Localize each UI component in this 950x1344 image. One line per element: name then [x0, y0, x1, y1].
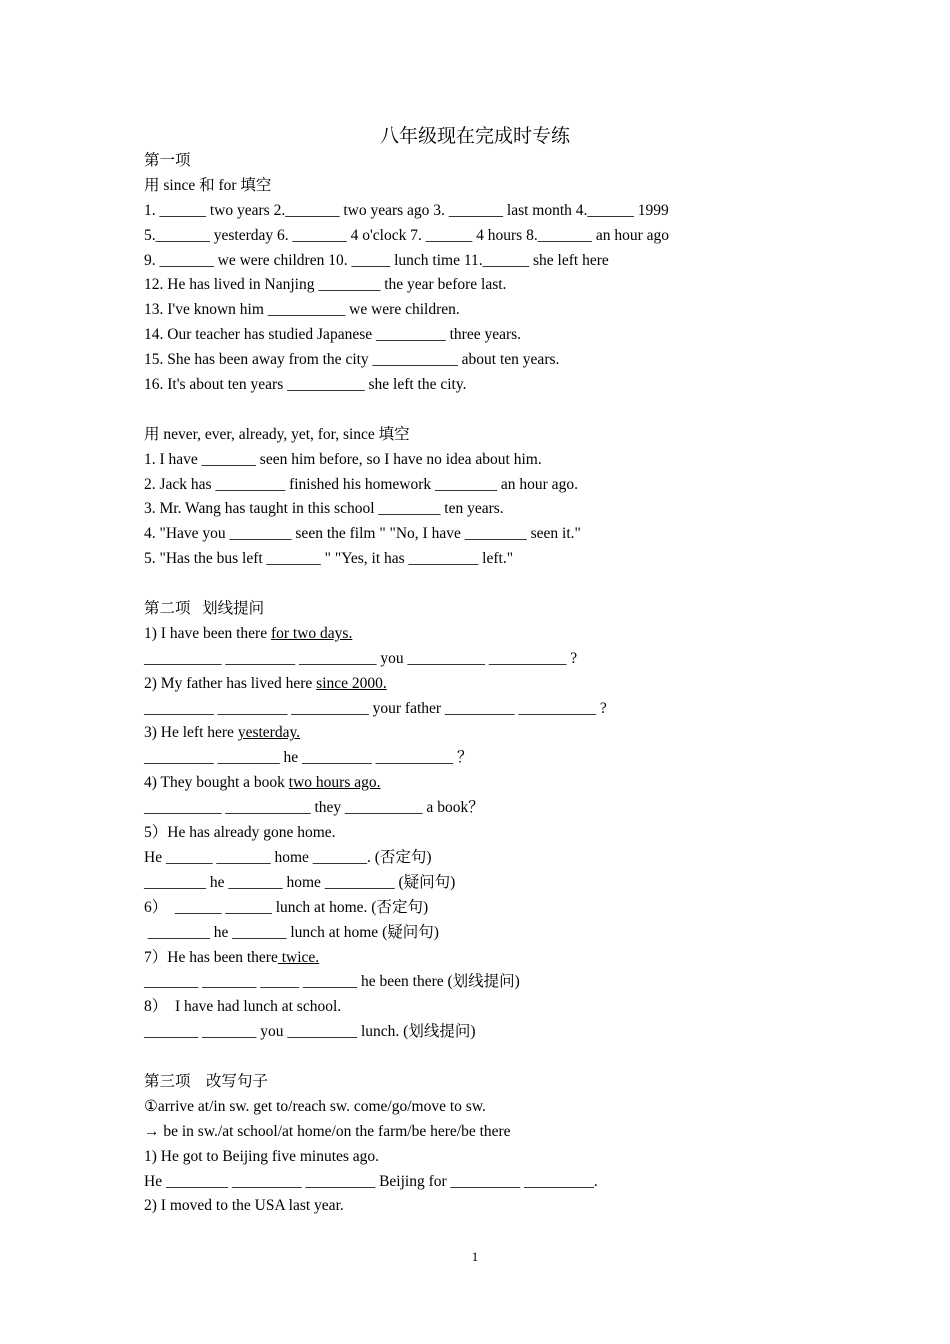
underlined-phrase: yesterday. — [237, 724, 301, 742]
answer-line: _______ _______ you _________ lunch. (划线提问) — [144, 1023, 476, 1041]
answer-line: ________ he _______ lunch at home (疑问句) — [144, 923, 439, 941]
exercise-line: 5._______ yesterday 6. _______ 4 o'clock 7. ______ 4 hours 8._______ an hour ago — [144, 226, 669, 244]
exercise-line: 1) He got to Beijing five minutes ago. — [144, 1147, 380, 1165]
question-text: 2) My father has lived here — [144, 674, 317, 692]
exercise-line: 4. "Have you ________ seen the film " "No, I have ________ seen it." — [144, 525, 581, 543]
exercise-line: 12. He has lived in Nanjing ________ the year before last. — [144, 276, 507, 294]
question-line — [144, 672, 844, 697]
note-line: → be in sw./at school/at home/on the farm/be here/be there — [144, 1122, 511, 1140]
note-line: ①arrive at/in sw. get to/reach sw. come/go/move to sw. — [144, 1097, 486, 1115]
exercise-line: 5. "Has the bus left _______ " "Yes, it has _________ left." — [144, 550, 514, 568]
answer-line: __________ _________ __________ you __________ __________ ? — [144, 649, 578, 667]
underlined-phrase: twice. — [277, 948, 320, 966]
underlined-phrase: since 2000. — [316, 674, 387, 692]
question-text: 7）He has been there — [144, 948, 278, 966]
spacer — [144, 572, 844, 597]
answer-line: He ______ _______ home _______. (否定句) — [144, 848, 432, 866]
page-title: 八年级现在完成时专练 — [379, 126, 570, 147]
exercise-line: 16. It's about ten years __________ she left the city. — [144, 376, 467, 394]
exercise-line: 14. Our teacher has studied Japanese _________ three years. — [144, 326, 522, 344]
question-line — [144, 771, 844, 796]
answer-line: ________ he _______ home _________ (疑问句) — [144, 873, 456, 891]
section1-part-a-instruction: 用 since 和 for 填空 — [144, 176, 272, 194]
answer-line: __________ ___________ they __________ a book？ — [144, 799, 484, 817]
exercise-line: 13. I've known him __________ we were children. — [144, 301, 460, 319]
question-text: 4) They bought a book — [144, 774, 289, 792]
question-text: 3) He left here — [144, 724, 238, 742]
exercise-line: 2. Jack has _________ finished his homework ________ an hour ago. — [144, 475, 578, 493]
question-line: 5）He has already gone home. — [144, 824, 336, 842]
question-line: 6） ______ ______ lunch at home. (否定句) — [144, 898, 429, 916]
document-body — [144, 149, 844, 1219]
question-line — [144, 721, 844, 746]
underlined-phrase: two hours ago. — [288, 774, 381, 792]
exercise-line: 15. She has been away from the city ___________ about ten years. — [144, 351, 560, 369]
exercise-line: 2) I moved to the USA last year. — [144, 1197, 344, 1215]
question-line — [144, 946, 844, 971]
answer-line: He ________ _________ _________ Beijing for _________ _________. — [144, 1172, 598, 1190]
exercise-line: 1. ______ two years 2._______ two years ago 3. _______ last month 4.______ 1999 — [144, 201, 669, 219]
question-line — [144, 622, 844, 647]
answer-line: _______ _______ _____ _______ he been there (划线提问) — [144, 973, 520, 991]
question-line: 8） I have had lunch at school. — [144, 998, 342, 1016]
exercise-line: 1. I have _______ seen him before, so I have no idea about him. — [144, 450, 542, 468]
answer-line: _________ ________ he _________ __________ ？ — [144, 749, 473, 767]
section1-heading: 第一项 — [144, 152, 191, 169]
underlined-phrase: for two days. — [270, 624, 353, 642]
spacer — [144, 398, 844, 423]
exercise-line: 9. _______ we were children 10. _____ lunch time 11.______ she left here — [144, 251, 609, 269]
spacer — [144, 1045, 844, 1070]
section3-heading: 第三项 改写句子 — [144, 1072, 269, 1090]
section1-part-b-instruction: 用 never, ever, already, yet, for, since 填空 — [144, 425, 410, 443]
exercise-line: 3. Mr. Wang has taught in this school ________ ten years. — [144, 500, 504, 518]
page-number: 1 — [471, 1249, 479, 1264]
question-text: 1) I have been there — [144, 624, 271, 642]
answer-line: _________ _________ __________ your father _________ __________ ? — [144, 699, 607, 717]
section2-heading: 第二项 划线提问 — [144, 600, 265, 618]
